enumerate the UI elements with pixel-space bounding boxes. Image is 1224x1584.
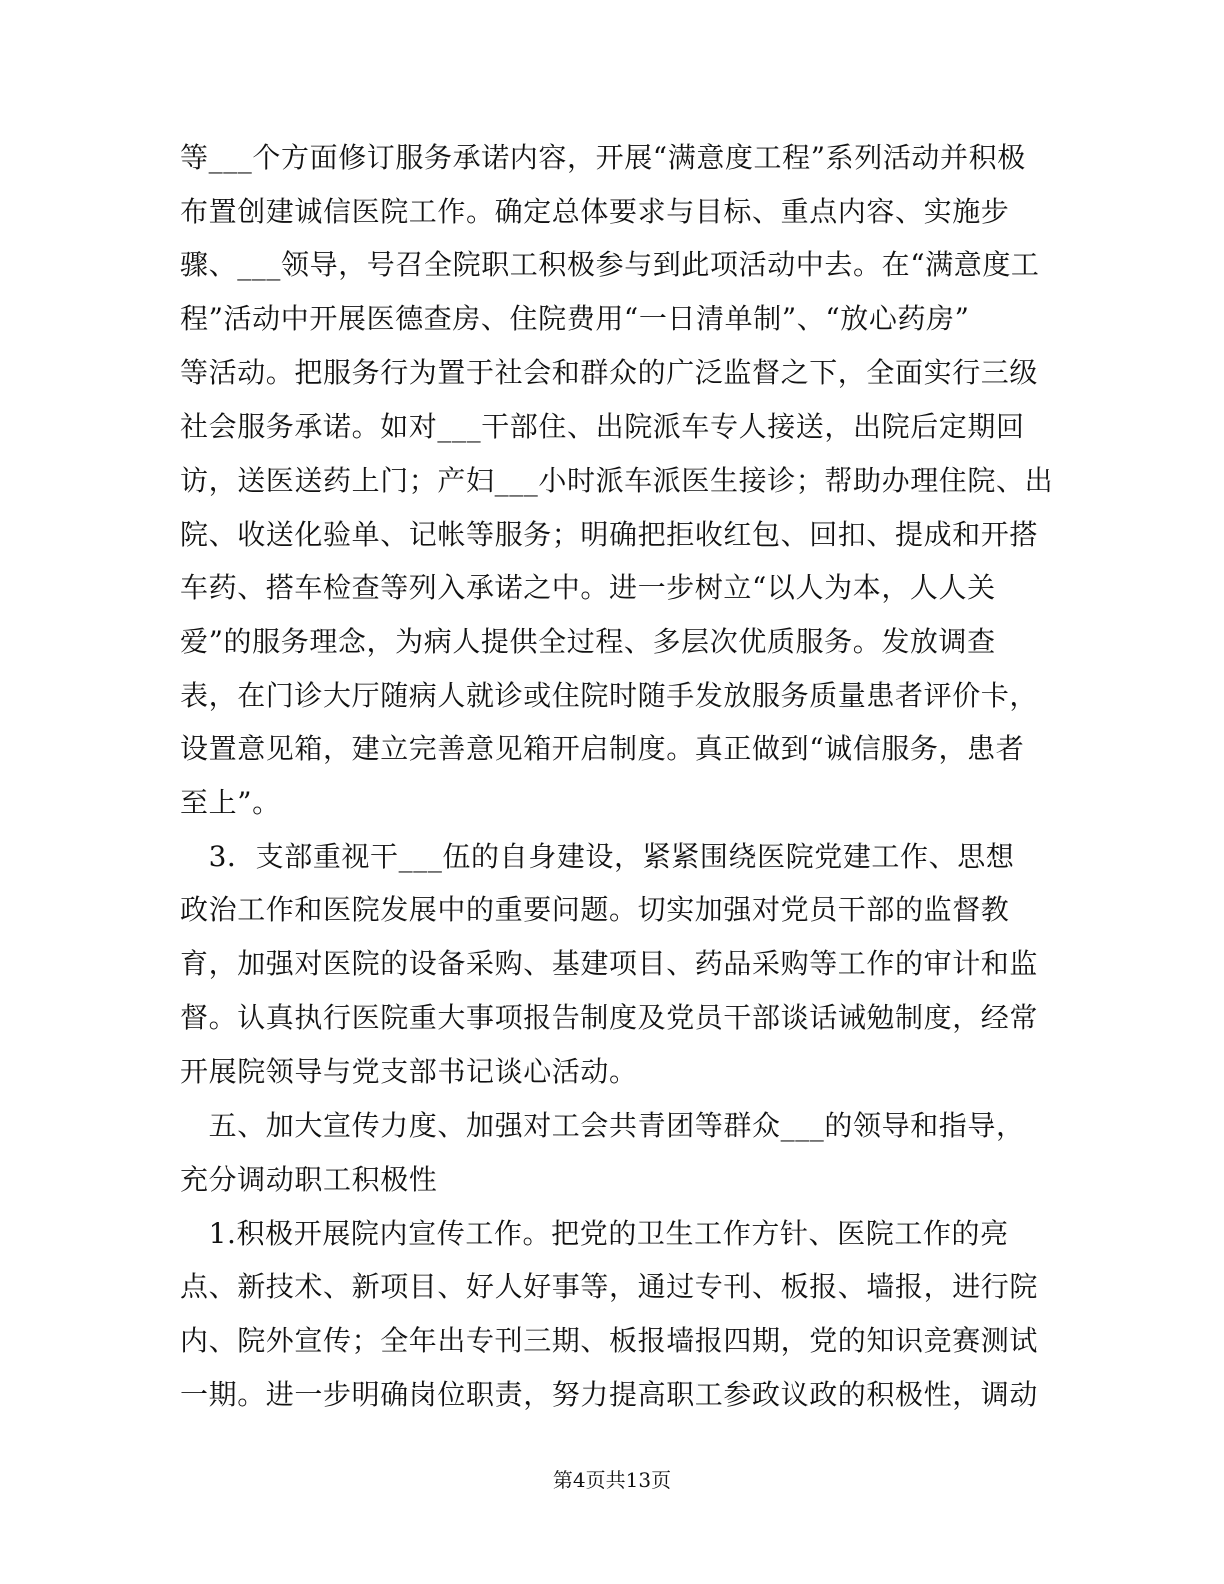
text-line: 表，在门诊大厅随病人就诊或住院时随手发放服务质量患者评价卡， <box>180 679 1039 712</box>
text-line: 院、收送化验单、记帐等服务；明确把拒收红包、回扣、提成和开搭 <box>180 518 1039 551</box>
text-line: 督。认真执行医院重大事项报告制度及党员干部谈话诫勉制度，经常 <box>180 1001 1039 1034</box>
text-line: 充分调动职工积极性 <box>180 1163 438 1196</box>
text-line: 育，加强对医院的设备采购、基建项目、药品采购等工作的审计和监 <box>180 947 1039 980</box>
page-number-footer: 第4页共13页 <box>552 1468 672 1492</box>
text-line: 等___个方面修订服务承诺内容，开展“满意度工程”系列活动并积极 <box>180 141 1026 174</box>
text-line: 访，送医送药上门；产妇___小时派车派医生接诊；帮助办理住院、出 <box>180 464 1054 497</box>
text-line: 爱”的服务理念，为病人提供全过程、多层次优质服务。发放调查 <box>180 625 996 658</box>
text-line: 点、新技术、新项目、好人好事等，通过专刊、板报、墙报，进行院 <box>180 1270 1039 1303</box>
text-line: 开展院领导与党支部书记谈心活动。 <box>180 1055 638 1088</box>
text-line: 布置创建诚信医院工作。确定总体要求与目标、重点内容、实施步 <box>180 195 1010 228</box>
text-line: 等活动。把服务行为置于社会和群众的广泛监督之下，全面实行三级 <box>180 356 1039 389</box>
text-line: 骤、___领导，号召全院职工积极参与到此项活动中去。在“满意度工 <box>180 248 1040 281</box>
text-line: 政治工作和医院发展中的重要问题。切实加强对党员干部的监督教 <box>180 893 1010 926</box>
text-line: 社会服务承诺。如对___干部住、出院派车专人接送，出院后定期回 <box>180 410 1025 443</box>
text-line: 五、加大宣传力度、加强对工会共青团等群众___的领导和指导， <box>180 1109 1025 1142</box>
text-line: 1.积极开展院内宣传工作。把党的卫生工作方针、医院工作的亮 <box>180 1217 1009 1250</box>
text-line: 内、院外宣传；全年出专刊三期、板报墙报四期，党的知识竞赛测试 <box>180 1324 1039 1357</box>
text-line: 一期。进一步明确岗位职责，努力提高职工参政议政的积极性，调动 <box>180 1378 1039 1411</box>
text-line: 至上”。 <box>180 786 281 819</box>
text-line: 车药、搭车检查等列入承诺之中。进一步树立“以人为本，人人关 <box>180 571 996 604</box>
text-line: 程”活动中开展医德查房、住院费用“一日清单制”、“放心药房” <box>180 302 970 335</box>
text-line: 设置意见箱，建立完善意见箱开启制度。真正做到“诚信服务，患者 <box>180 732 1025 765</box>
text-line: 3．支部重视干___伍的自身建设，紧紧围绕医院党建工作、思想 <box>180 840 1015 873</box>
